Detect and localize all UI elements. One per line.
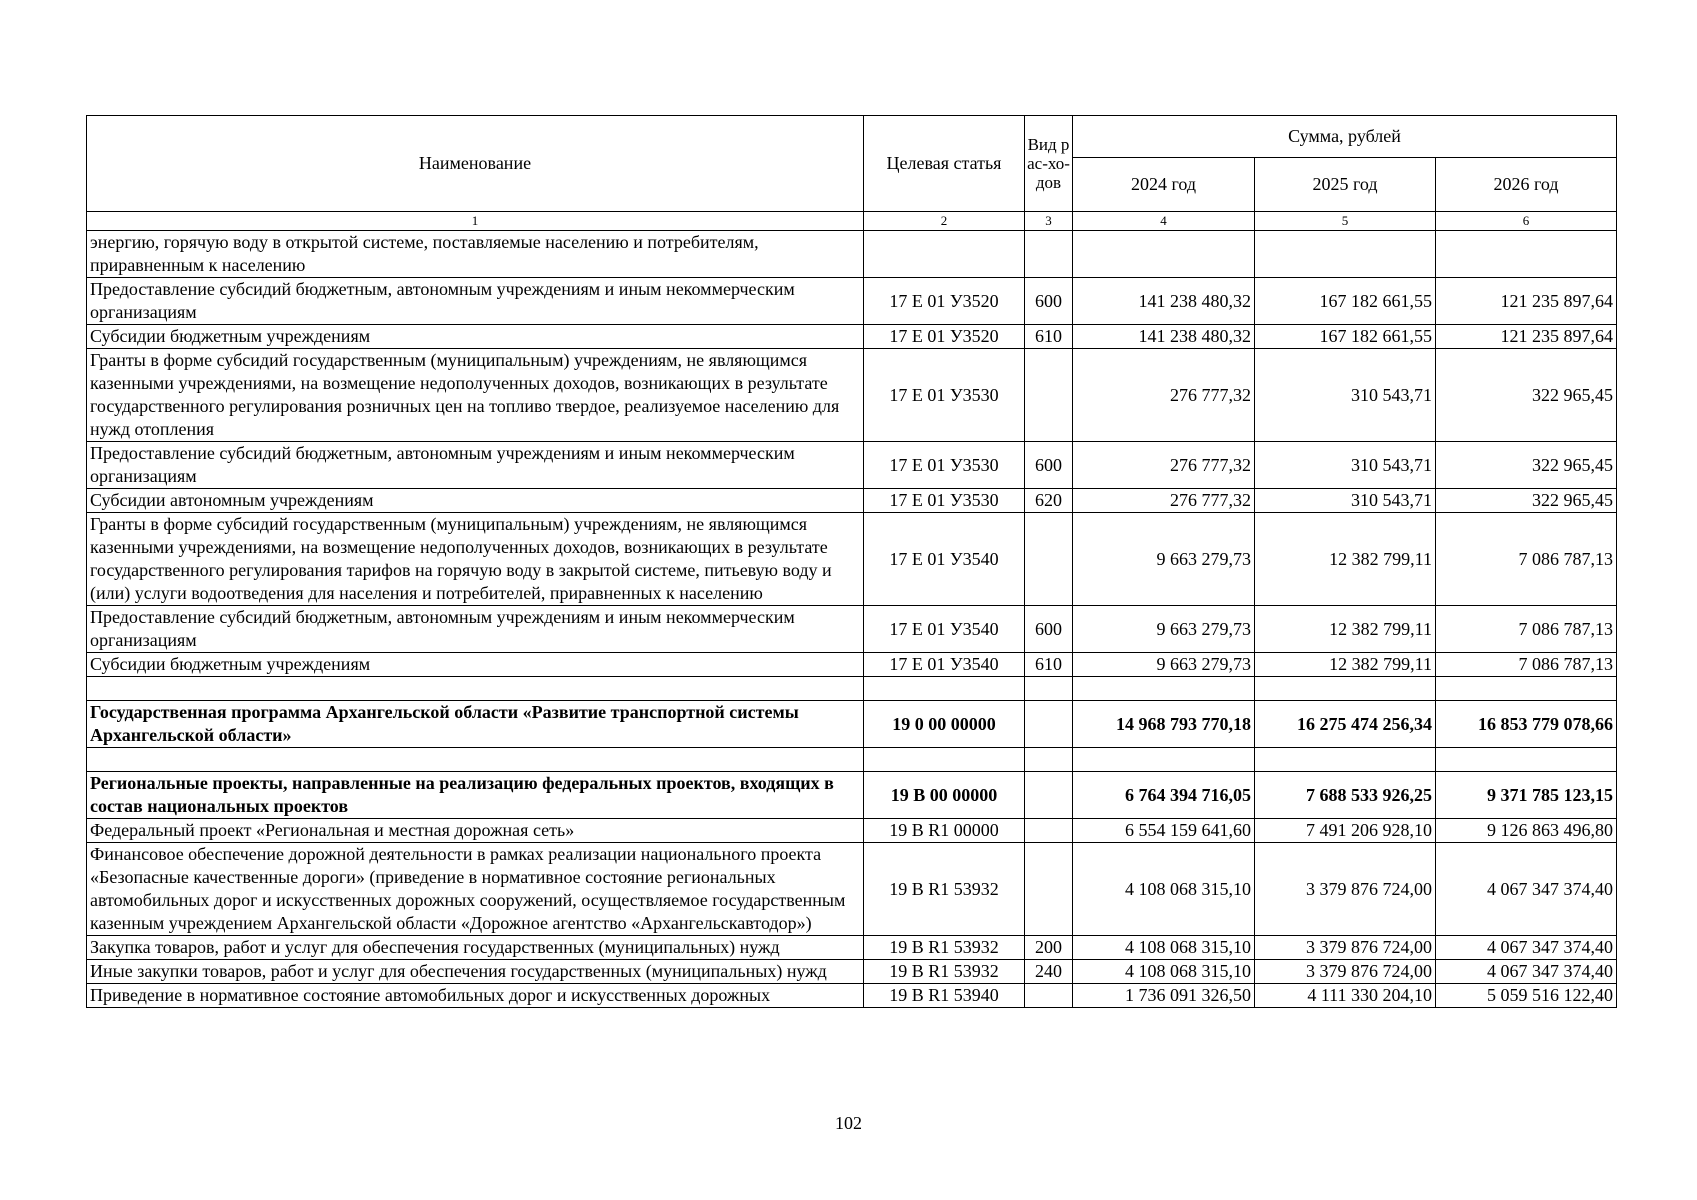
row-expense-type: 240 [1025, 960, 1073, 984]
row-target-article: 17 Е 01 У3540 [864, 513, 1025, 606]
row-amount-2025: 3 379 876 724,00 [1255, 960, 1436, 984]
row-target-article: 17 Е 01 У3540 [864, 606, 1025, 653]
row-expense-type [1025, 701, 1073, 748]
row-amount-2025 [1255, 677, 1436, 701]
row-amount-2025: 4 111 330 204,10 [1255, 984, 1436, 1008]
row-expense-type: 610 [1025, 325, 1073, 349]
row-amount-2024: 1 736 091 326,50 [1073, 984, 1255, 1008]
table-row [87, 819, 1617, 843]
row-amount-2026: 4 067 347 374,40 [1436, 936, 1617, 960]
row-amount-2026 [1436, 677, 1617, 701]
header-year-2026: 2026 год [1436, 158, 1617, 212]
header-name: Наименование [87, 116, 864, 212]
row-amount-2026: 7 086 787,13 [1436, 513, 1617, 606]
row-target-article: 19 В 00 00000 [864, 772, 1025, 819]
row-amount-2025: 167 182 661,55 [1255, 325, 1436, 349]
budget-table-page [86, 115, 1616, 1008]
row-target-article: 19 В R1 53932 [864, 960, 1025, 984]
row-amount-2026: 9 126 863 496,80 [1436, 819, 1617, 843]
table-row [87, 936, 1617, 960]
row-amount-2025 [1255, 748, 1436, 772]
row-amount-2026: 4 067 347 374,40 [1436, 843, 1617, 936]
row-amount-2026: 322 965,45 [1436, 349, 1617, 442]
row-expense-type: 600 [1025, 606, 1073, 653]
column-index: 4 [1073, 212, 1255, 231]
row-amount-2026: 16 853 779 078,66 [1436, 701, 1617, 748]
row-name: Иные закупки товаров, работ и услуг для обеспечения государственных (муниципальных) нужд [87, 960, 864, 984]
header-expense-type: Вид рас-хо-дов [1025, 116, 1073, 212]
row-expense-type: 600 [1025, 278, 1073, 325]
table-row [87, 772, 1617, 819]
row-target-article: 17 Е 01 У3530 [864, 489, 1025, 513]
row-name: Региональные проекты, направленные на реализацию федеральных проектов, входящих в состав национальных проектов [87, 772, 864, 819]
row-name: Государственная программа Архангельской области «Развитие транспортной системы Архангельской области» [87, 701, 864, 748]
row-amount-2025: 310 543,71 [1255, 489, 1436, 513]
row-expense-type [1025, 819, 1073, 843]
row-expense-type: 610 [1025, 653, 1073, 677]
column-index: 2 [864, 212, 1025, 231]
row-target-article [864, 748, 1025, 772]
row-name: Финансовое обеспечение дорожной деятельности в рамках реализации национального проекта «Безопасные качественные дороги» (приведение в нормативное состояние региональных автомобильных дорог и искусственных дорожных сооружений, осуществляемое государственным казенным учреждением Архангельской области «Дорожное агентство «Архангельскавтодор») [87, 843, 864, 936]
table-row [87, 442, 1617, 489]
header-sum: Сумма, рублей [1073, 116, 1617, 158]
table-row [87, 489, 1617, 513]
table-row [87, 349, 1617, 442]
column-index: 5 [1255, 212, 1436, 231]
row-expense-type [1025, 843, 1073, 936]
row-amount-2025: 12 382 799,11 [1255, 513, 1436, 606]
row-target-article: 17 Е 01 У3530 [864, 349, 1025, 442]
row-name: Закупка товаров, работ и услуг для обеспечения государственных (муниципальных) нужд [87, 936, 864, 960]
row-target-article: 17 Е 01 У3520 [864, 325, 1025, 349]
row-name: Гранты в форме субсидий государственным (муниципальным) учреждениям, не являющимся казенными учреждениями, на возмещение недополученных доходов, возникающих в результате государственного регулирования тарифов на горячую воду в закрытой системе, питьевую воду и (или) услуги водоотведения для населения и потребителей, приравненных к населению [87, 513, 864, 606]
row-amount-2024: 276 777,32 [1073, 349, 1255, 442]
row-target-article: 19 В R1 53932 [864, 936, 1025, 960]
table-row [87, 984, 1617, 1008]
row-amount-2025: 3 379 876 724,00 [1255, 936, 1436, 960]
header-year-2025: 2025 год [1255, 158, 1436, 212]
row-amount-2025: 3 379 876 724,00 [1255, 843, 1436, 936]
row-amount-2026: 9 371 785 123,15 [1436, 772, 1617, 819]
table-row [87, 278, 1617, 325]
row-target-article: 19 В R1 53932 [864, 843, 1025, 936]
column-index-row [87, 212, 1617, 231]
row-amount-2026: 121 235 897,64 [1436, 325, 1617, 349]
row-amount-2024: 4 108 068 315,10 [1073, 960, 1255, 984]
row-expense-type [1025, 231, 1073, 278]
row-amount-2024: 4 108 068 315,10 [1073, 843, 1255, 936]
row-amount-2025: 7 491 206 928,10 [1255, 819, 1436, 843]
row-expense-type [1025, 748, 1073, 772]
row-amount-2024: 6 764 394 716,05 [1073, 772, 1255, 819]
row-amount-2024: 141 238 480,32 [1073, 278, 1255, 325]
row-expense-type [1025, 677, 1073, 701]
row-name: Приведение в нормативное состояние автомобильных дорог и искусственных дорожных [87, 984, 864, 1008]
row-target-article: 19 0 00 00000 [864, 701, 1025, 748]
header-row-1 [87, 116, 1617, 158]
row-amount-2024: 14 968 793 770,18 [1073, 701, 1255, 748]
table-row [87, 677, 1617, 701]
column-index: 1 [87, 212, 864, 231]
row-name: Предоставление субсидий бюджетным, автономным учреждениям и иным некоммерческим организациям [87, 278, 864, 325]
row-expense-type: 200 [1025, 936, 1073, 960]
row-amount-2024: 4 108 068 315,10 [1073, 936, 1255, 960]
row-amount-2025: 12 382 799,11 [1255, 653, 1436, 677]
row-amount-2024 [1073, 231, 1255, 278]
row-amount-2024: 9 663 279,73 [1073, 513, 1255, 606]
table-row [87, 748, 1617, 772]
row-amount-2025 [1255, 231, 1436, 278]
row-name: Субсидии автономным учреждениям [87, 489, 864, 513]
row-amount-2026: 322 965,45 [1436, 442, 1617, 489]
row-amount-2025: 7 688 533 926,25 [1255, 772, 1436, 819]
row-amount-2024: 9 663 279,73 [1073, 653, 1255, 677]
row-amount-2024: 6 554 159 641,60 [1073, 819, 1255, 843]
table-row [87, 325, 1617, 349]
row-amount-2024: 141 238 480,32 [1073, 325, 1255, 349]
row-expense-type: 620 [1025, 489, 1073, 513]
row-target-article: 17 Е 01 У3540 [864, 653, 1025, 677]
row-expense-type: 600 [1025, 442, 1073, 489]
row-expense-type [1025, 984, 1073, 1008]
row-name: Предоставление субсидий бюджетным, автономным учреждениям и иным некоммерческим организациям [87, 442, 864, 489]
table-row [87, 231, 1617, 278]
row-expense-type [1025, 772, 1073, 819]
row-target-article: 19 В R1 00000 [864, 819, 1025, 843]
row-amount-2026: 7 086 787,13 [1436, 653, 1617, 677]
table-row [87, 513, 1617, 606]
row-amount-2026: 5 059 516 122,40 [1436, 984, 1617, 1008]
row-amount-2026: 4 067 347 374,40 [1436, 960, 1617, 984]
page-number: 102 [835, 1113, 862, 1133]
table-row [87, 653, 1617, 677]
table-body [87, 231, 1617, 1008]
row-amount-2026: 121 235 897,64 [1436, 278, 1617, 325]
row-target-article: 17 Е 01 У3520 [864, 278, 1025, 325]
row-target-article [864, 677, 1025, 701]
column-index: 3 [1025, 212, 1073, 231]
row-amount-2024: 9 663 279,73 [1073, 606, 1255, 653]
column-index: 6 [1436, 212, 1617, 231]
row-name: Субсидии бюджетным учреждениям [87, 653, 864, 677]
row-amount-2025: 310 543,71 [1255, 442, 1436, 489]
row-name: Федеральный проект «Региональная и местная дорожная сеть» [87, 819, 864, 843]
row-expense-type [1025, 349, 1073, 442]
row-expense-type [1025, 513, 1073, 606]
row-name [87, 677, 864, 701]
table-row [87, 701, 1617, 748]
row-amount-2026: 322 965,45 [1436, 489, 1617, 513]
row-target-article: 17 Е 01 У3530 [864, 442, 1025, 489]
row-amount-2025: 167 182 661,55 [1255, 278, 1436, 325]
table-row [87, 606, 1617, 653]
row-name: энергию, горячую воду в открытой системе, поставляемые населению и потребителям, приравненным к населению [87, 231, 864, 278]
row-amount-2025: 310 543,71 [1255, 349, 1436, 442]
budget-table [86, 115, 1617, 1008]
row-amount-2025: 16 275 474 256,34 [1255, 701, 1436, 748]
row-amount-2024 [1073, 677, 1255, 701]
row-amount-2024 [1073, 748, 1255, 772]
header-target-article: Целевая статья [864, 116, 1025, 212]
row-name: Гранты в форме субсидий государственным (муниципальным) учреждениям, не являющимся казенными учреждениями, на возмещение недополученных доходов, возникающих в результате государственного регулирования розничных цен на топливо твердое, реализуемое населению для нужд отопления [87, 349, 864, 442]
row-amount-2026 [1436, 748, 1617, 772]
row-target-article: 19 В R1 53940 [864, 984, 1025, 1008]
header-year-2024: 2024 год [1073, 158, 1255, 212]
table-row [87, 843, 1617, 936]
row-target-article [864, 231, 1025, 278]
row-amount-2026: 7 086 787,13 [1436, 606, 1617, 653]
row-amount-2025: 12 382 799,11 [1255, 606, 1436, 653]
row-amount-2024: 276 777,32 [1073, 442, 1255, 489]
row-amount-2026 [1436, 231, 1617, 278]
row-name: Предоставление субсидий бюджетным, автономным учреждениям и иным некоммерческим организациям [87, 606, 864, 653]
row-name [87, 748, 864, 772]
table-row [87, 960, 1617, 984]
row-name: Субсидии бюджетным учреждениям [87, 325, 864, 349]
row-amount-2024: 276 777,32 [1073, 489, 1255, 513]
